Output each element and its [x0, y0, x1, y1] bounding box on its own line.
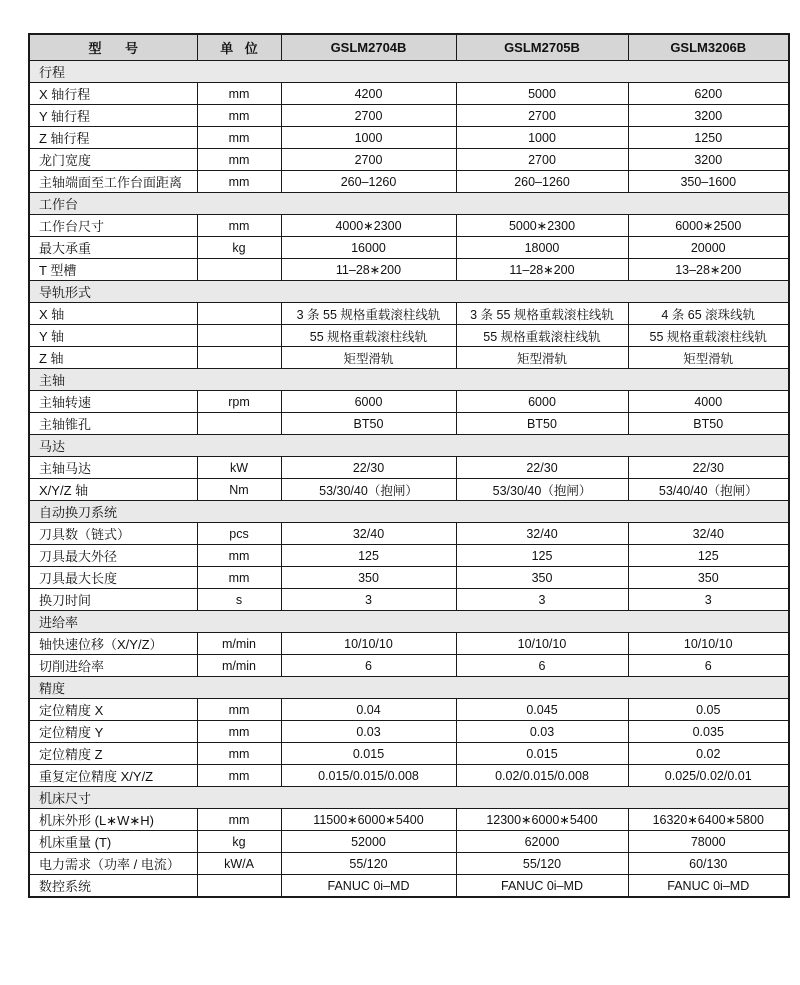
spec-value: BT50 — [628, 413, 789, 435]
spec-label: 机床外形 (L∗W∗H) — [29, 809, 197, 831]
section-title: 精度 — [29, 677, 789, 699]
spec-label: Z 轴 — [29, 347, 197, 369]
spec-value: 13–28∗200 — [628, 259, 789, 281]
spec-row — [29, 743, 789, 765]
spec-label: 龙门宽度 — [29, 149, 197, 171]
spec-value: 3200 — [628, 105, 789, 127]
spec-row — [29, 809, 789, 831]
spec-unit: kg — [197, 831, 281, 853]
spec-row — [29, 413, 789, 435]
spec-value: 60/130 — [628, 853, 789, 875]
spec-value: 0.02/0.015/0.008 — [456, 765, 628, 787]
spec-value: FANUC 0i–MD — [628, 875, 789, 898]
spec-value: 6 — [281, 655, 456, 677]
spec-label: 刀具数（链式） — [29, 523, 197, 545]
spec-value: 矩型滑轨 — [281, 347, 456, 369]
spec-value: 16000 — [281, 237, 456, 259]
spec-value: 5000 — [456, 83, 628, 105]
spec-label: Y 轴行程 — [29, 105, 197, 127]
spec-row — [29, 875, 789, 898]
spec-unit: mm — [197, 567, 281, 589]
spec-label: 轴快速位移（X/Y/Z） — [29, 633, 197, 655]
spec-value: 3 — [456, 589, 628, 611]
spec-unit: rpm — [197, 391, 281, 413]
spec-value: 22/30 — [281, 457, 456, 479]
spec-unit: pcs — [197, 523, 281, 545]
spec-value: 350 — [628, 567, 789, 589]
spec-row — [29, 259, 789, 281]
spec-row — [29, 545, 789, 567]
spec-value: 2700 — [281, 149, 456, 171]
spec-value: 矩型滑轨 — [628, 347, 789, 369]
spec-value: 0.05 — [628, 699, 789, 721]
spec-value: 1250 — [628, 127, 789, 149]
spec-unit: kW — [197, 457, 281, 479]
spec-label: 刀具最大外径 — [29, 545, 197, 567]
spec-value: 12300∗6000∗5400 — [456, 809, 628, 831]
spec-value: 78000 — [628, 831, 789, 853]
section-header-row — [29, 677, 789, 699]
spec-row — [29, 171, 789, 193]
spec-value: 53/30/40（抱闸） — [456, 479, 628, 501]
spec-row — [29, 633, 789, 655]
section-title: 机床尺寸 — [29, 787, 789, 809]
spec-value: 4 条 65 滚珠线轨 — [628, 303, 789, 325]
spec-value: 3 — [281, 589, 456, 611]
spec-value: FANUC 0i–MD — [456, 875, 628, 898]
spec-row — [29, 215, 789, 237]
spec-value: 11–28∗200 — [456, 259, 628, 281]
spec-row — [29, 83, 789, 105]
spec-unit: mm — [197, 743, 281, 765]
spec-value: 55/120 — [456, 853, 628, 875]
spec-unit: s — [197, 589, 281, 611]
spec-value: 0.03 — [281, 721, 456, 743]
spec-row — [29, 655, 789, 677]
spec-value: 4200 — [281, 83, 456, 105]
spec-unit — [197, 259, 281, 281]
section-header-row — [29, 611, 789, 633]
spec-value: 3 — [628, 589, 789, 611]
spec-table — [28, 33, 790, 898]
spec-label: 数控系统 — [29, 875, 197, 898]
spec-label: Z 轴行程 — [29, 127, 197, 149]
spec-value: 0.015 — [281, 743, 456, 765]
spec-value: 18000 — [456, 237, 628, 259]
spec-value: 125 — [628, 545, 789, 567]
spec-unit: mm — [197, 83, 281, 105]
spec-value: 260–1260 — [281, 171, 456, 193]
spec-unit: m/min — [197, 655, 281, 677]
spec-label: 工作台尺寸 — [29, 215, 197, 237]
spec-row — [29, 127, 789, 149]
spec-value: 6000 — [281, 391, 456, 413]
spec-unit — [197, 413, 281, 435]
section-header-row — [29, 281, 789, 303]
spec-row — [29, 479, 789, 501]
spec-row — [29, 457, 789, 479]
spec-label: 换刀时间 — [29, 589, 197, 611]
spec-unit: mm — [197, 215, 281, 237]
spec-label: 定位精度 Z — [29, 743, 197, 765]
spec-value: 22/30 — [628, 457, 789, 479]
spec-label: 刀具最大长度 — [29, 567, 197, 589]
spec-table-body — [29, 61, 789, 898]
header-model-3: GSLM3206B — [628, 34, 789, 61]
header-unit-label: 单 位 — [197, 34, 281, 61]
spec-label: 电力需求（功率 / 电流） — [29, 853, 197, 875]
spec-value: 55/120 — [281, 853, 456, 875]
spec-label: 机床重量 (T) — [29, 831, 197, 853]
spec-value: 53/40/40（抱闸） — [628, 479, 789, 501]
spec-value: 5000∗2300 — [456, 215, 628, 237]
spec-value: 6000∗2500 — [628, 215, 789, 237]
spec-value: 62000 — [456, 831, 628, 853]
spec-value: 0.02 — [628, 743, 789, 765]
spec-value: 6000 — [456, 391, 628, 413]
spec-value: 0.03 — [456, 721, 628, 743]
spec-unit: mm — [197, 699, 281, 721]
spec-value: 2700 — [281, 105, 456, 127]
spec-unit: mm — [197, 545, 281, 567]
spec-row — [29, 721, 789, 743]
spec-value: 32/40 — [456, 523, 628, 545]
spec-row — [29, 831, 789, 853]
spec-unit: mm — [197, 765, 281, 787]
spec-label: X 轴 — [29, 303, 197, 325]
section-header-row — [29, 61, 789, 83]
spec-value: FANUC 0i–MD — [281, 875, 456, 898]
spec-value: 0.045 — [456, 699, 628, 721]
spec-value: 6 — [628, 655, 789, 677]
spec-value: 3 条 55 规格重载滚柱线轨 — [456, 303, 628, 325]
spec-value: 16320∗6400∗5800 — [628, 809, 789, 831]
spec-unit: mm — [197, 721, 281, 743]
spec-label: 切削进给率 — [29, 655, 197, 677]
spec-value: 53/30/40（抱闸） — [281, 479, 456, 501]
spec-value: 0.035 — [628, 721, 789, 743]
spec-table-header — [29, 34, 789, 61]
spec-row — [29, 523, 789, 545]
spec-row — [29, 853, 789, 875]
spec-value: 55 规格重载滚柱线轨 — [456, 325, 628, 347]
spec-value: 0.015 — [456, 743, 628, 765]
spec-value: 32/40 — [628, 523, 789, 545]
spec-value: 350–1600 — [628, 171, 789, 193]
spec-row — [29, 567, 789, 589]
spec-label: 主轴转速 — [29, 391, 197, 413]
spec-value: 350 — [456, 567, 628, 589]
spec-label: 定位精度 X — [29, 699, 197, 721]
section-title: 主轴 — [29, 369, 789, 391]
spec-value: 11–28∗200 — [281, 259, 456, 281]
spec-value: 22/30 — [456, 457, 628, 479]
spec-value: 1000 — [281, 127, 456, 149]
spec-unit — [197, 325, 281, 347]
section-title: 进给率 — [29, 611, 789, 633]
spec-value: 0.025/0.02/0.01 — [628, 765, 789, 787]
section-title: 行程 — [29, 61, 789, 83]
spec-label: Y 轴 — [29, 325, 197, 347]
spec-label: 定位精度 Y — [29, 721, 197, 743]
spec-label: T 型槽 — [29, 259, 197, 281]
spec-unit: Nm — [197, 479, 281, 501]
header-model-label: 型 号 — [29, 34, 197, 61]
spec-unit: mm — [197, 171, 281, 193]
spec-label: 主轴锥孔 — [29, 413, 197, 435]
spec-value: 0.04 — [281, 699, 456, 721]
spec-unit — [197, 347, 281, 369]
spec-value: 2700 — [456, 105, 628, 127]
spec-unit: mm — [197, 809, 281, 831]
spec-label: X/Y/Z 轴 — [29, 479, 197, 501]
spec-unit — [197, 303, 281, 325]
spec-row — [29, 325, 789, 347]
spec-label: 重复定位精度 X/Y/Z — [29, 765, 197, 787]
spec-value: 11500∗6000∗5400 — [281, 809, 456, 831]
spec-row — [29, 589, 789, 611]
spec-value: 0.015/0.015/0.008 — [281, 765, 456, 787]
section-header-row — [29, 787, 789, 809]
spec-unit: m/min — [197, 633, 281, 655]
spec-value: BT50 — [456, 413, 628, 435]
spec-value: 125 — [456, 545, 628, 567]
spec-row — [29, 391, 789, 413]
spec-row — [29, 699, 789, 721]
spec-label: X 轴行程 — [29, 83, 197, 105]
section-title: 自动换刀系统 — [29, 501, 789, 523]
spec-value: 10/10/10 — [281, 633, 456, 655]
spec-row — [29, 347, 789, 369]
spec-value: 3 条 55 规格重载滚柱线轨 — [281, 303, 456, 325]
spec-row — [29, 237, 789, 259]
section-header-row — [29, 501, 789, 523]
spec-value: 4000∗2300 — [281, 215, 456, 237]
header-model-2: GSLM2705B — [456, 34, 628, 61]
spec-row — [29, 149, 789, 171]
section-title: 工作台 — [29, 193, 789, 215]
spec-value: 6200 — [628, 83, 789, 105]
spec-value: 6 — [456, 655, 628, 677]
section-header-row — [29, 193, 789, 215]
spec-row — [29, 105, 789, 127]
spec-value: 20000 — [628, 237, 789, 259]
spec-value: 10/10/10 — [628, 633, 789, 655]
spec-value: 2700 — [456, 149, 628, 171]
spec-label: 主轴端面至工作台面距离 — [29, 171, 197, 193]
section-header-row — [29, 369, 789, 391]
spec-value: 1000 — [456, 127, 628, 149]
spec-value: 55 规格重载滚柱线轨 — [628, 325, 789, 347]
spec-value: 32/40 — [281, 523, 456, 545]
spec-unit: mm — [197, 127, 281, 149]
spec-value: 10/10/10 — [456, 633, 628, 655]
section-title: 导轨形式 — [29, 281, 789, 303]
spec-unit: kW/A — [197, 853, 281, 875]
spec-value: 矩型滑轨 — [456, 347, 628, 369]
spec-value: 260–1260 — [456, 171, 628, 193]
section-title: 马达 — [29, 435, 789, 457]
spec-value: 350 — [281, 567, 456, 589]
spec-value: 52000 — [281, 831, 456, 853]
spec-label: 最大承重 — [29, 237, 197, 259]
spec-value: BT50 — [281, 413, 456, 435]
spec-label: 主轴马达 — [29, 457, 197, 479]
spec-unit — [197, 875, 281, 898]
spec-row — [29, 765, 789, 787]
spec-unit: kg — [197, 237, 281, 259]
spec-unit: mm — [197, 149, 281, 171]
spec-value: 55 规格重载滚柱线轨 — [281, 325, 456, 347]
section-header-row — [29, 435, 789, 457]
spec-unit: mm — [197, 105, 281, 127]
header-row — [29, 34, 789, 61]
spec-value: 125 — [281, 545, 456, 567]
spec-row — [29, 303, 789, 325]
header-model-1: GSLM2704B — [281, 34, 456, 61]
spec-value: 3200 — [628, 149, 789, 171]
spec-value: 4000 — [628, 391, 789, 413]
